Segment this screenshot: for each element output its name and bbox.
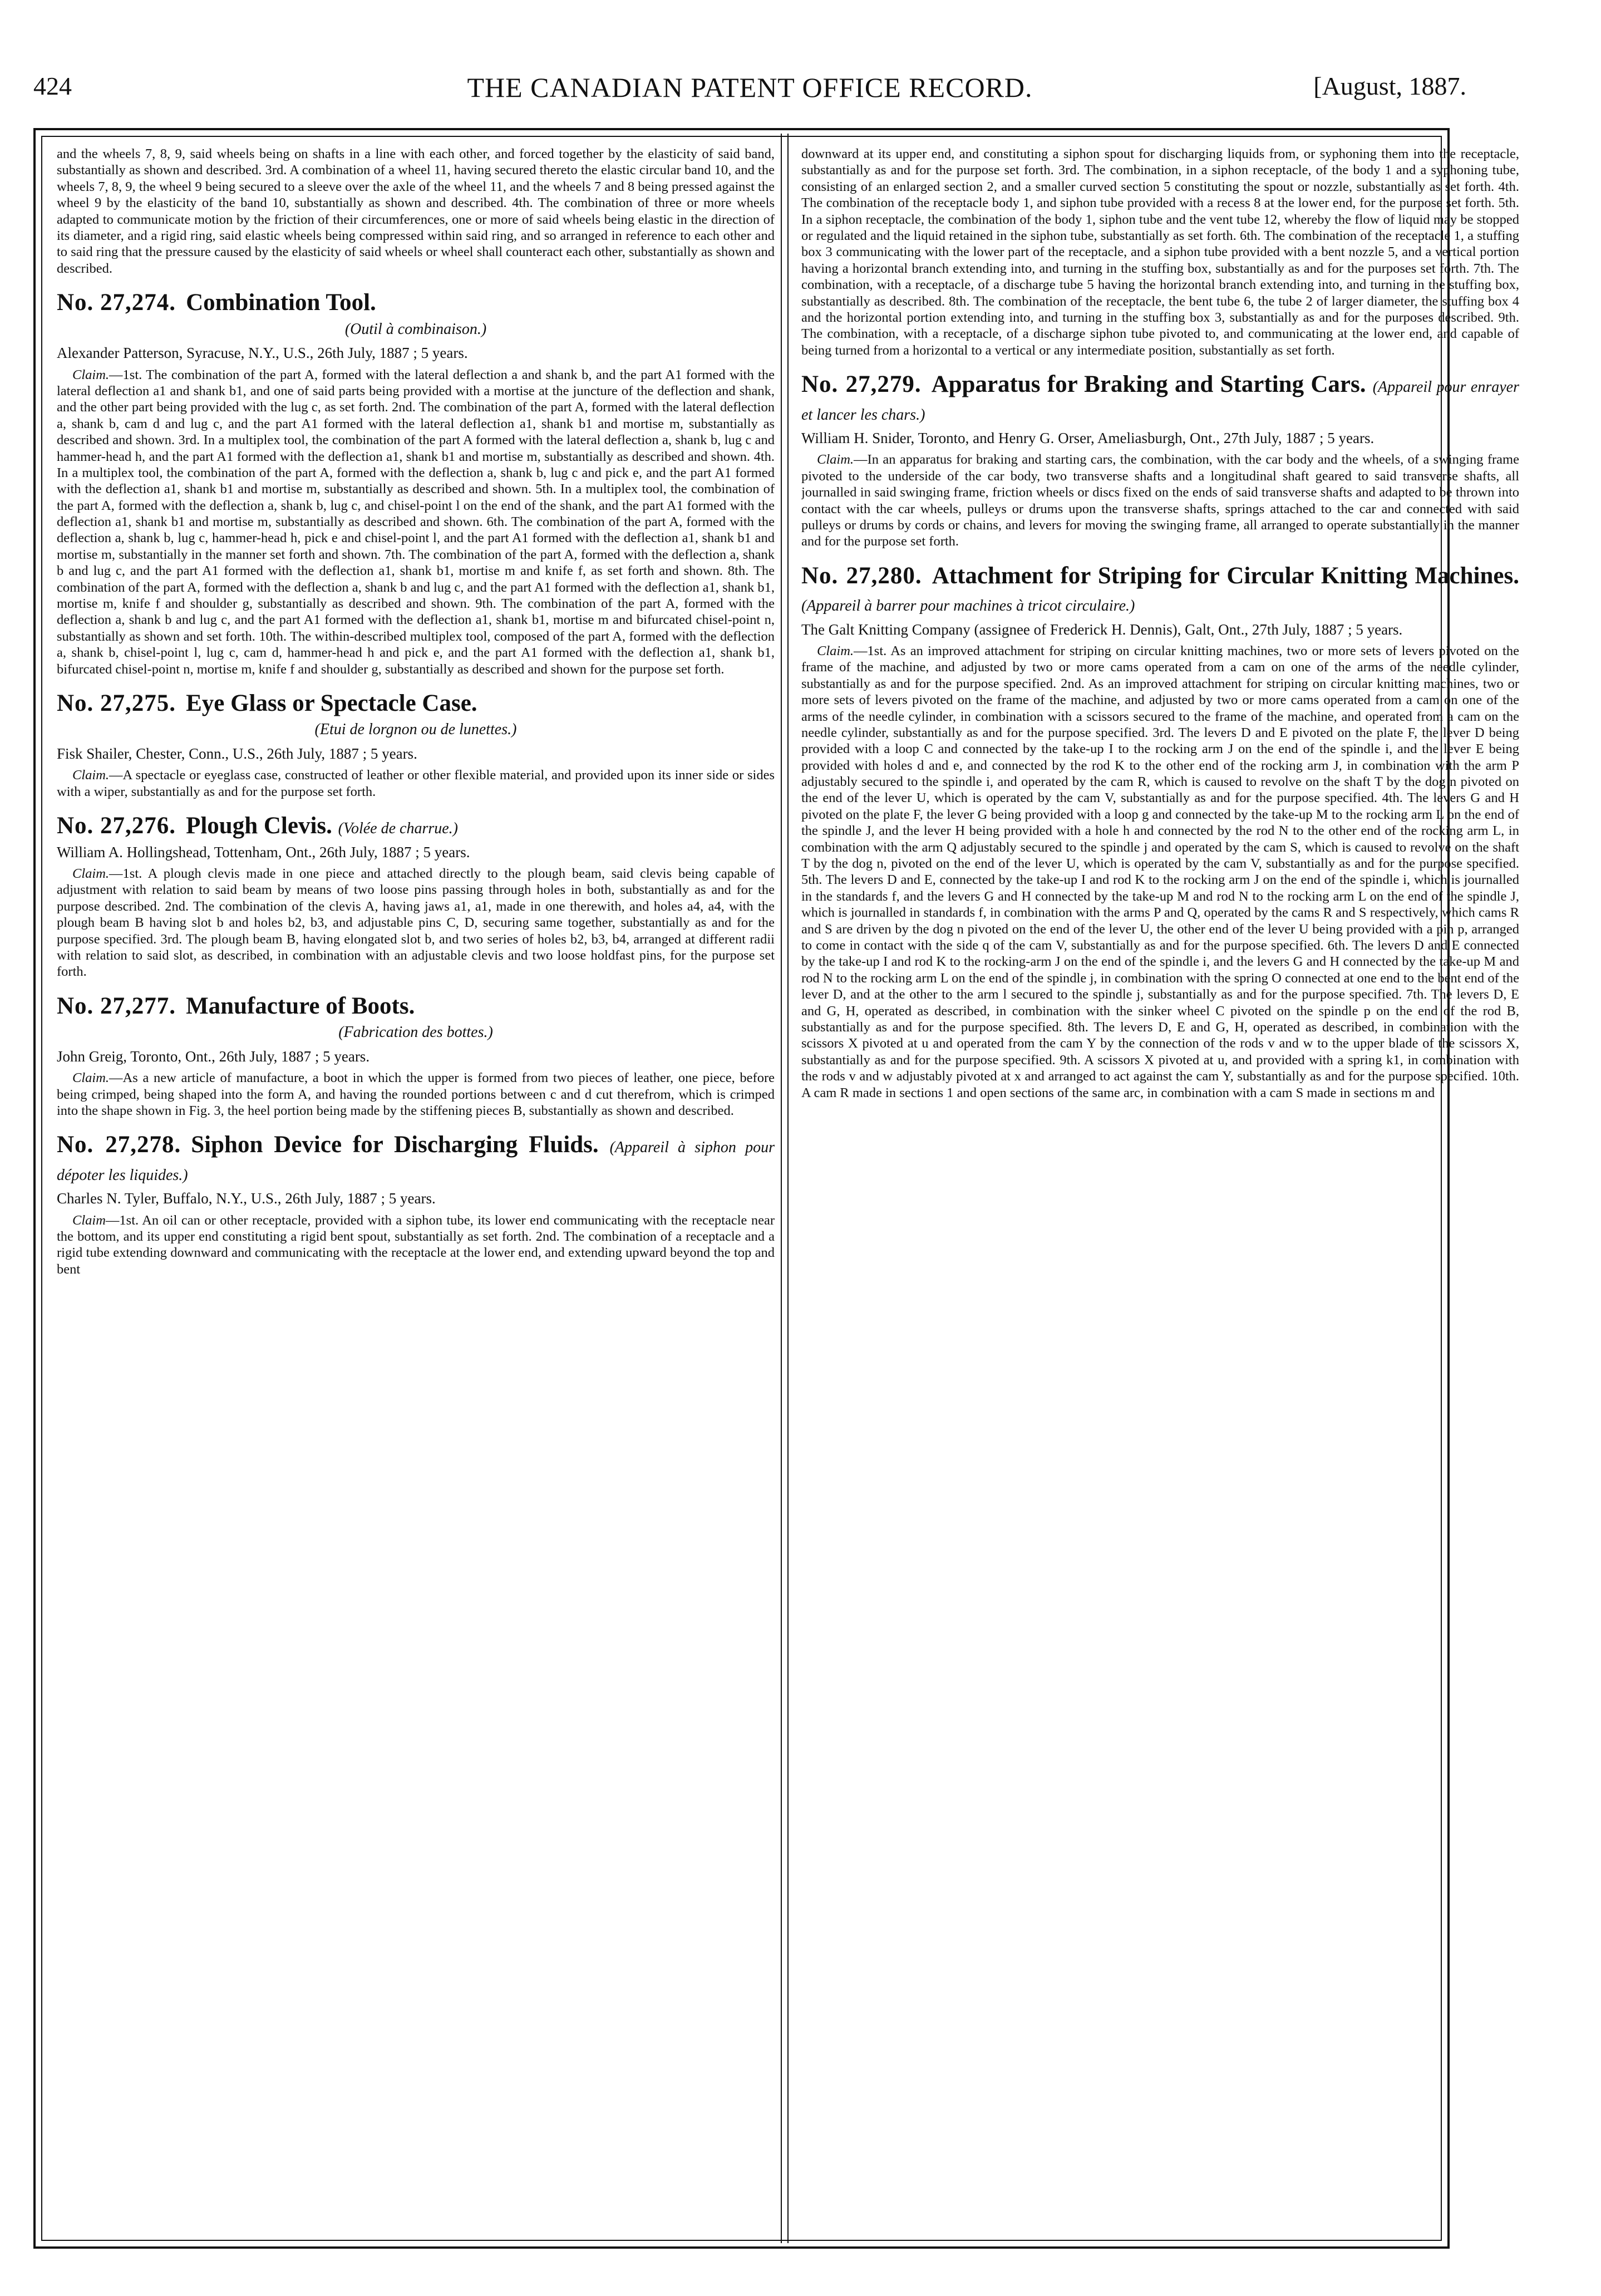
continued-claims: and the wheels 7, 8, 9, said wheels being on shafts in a line with each other, and forced together by the elasticity of said band, substantially as shown and described. 3rd. A combination of a wheel 11, having secured thereto the elastic circular band 10, and the wheels 7, 8, 9, the wheel 9 being secured to a sleeve over the axle of the wheel 11, and the wheels 7 and 8 being pressed against the wheel 9 by the elasticity of the band 10, substantially as shown and described. 4th. The combination of three or more wheels adapted to communicate motion by the friction of their circumferences, one or more of said wheels being elastic in the direction of its diameter, and a rigid ring, said elastic wheels being compressed within said ring, and so arranged in reference to each other and to said ring that the pressure caused by the elasticity of said wheels or wheel shall counteract each other, substantially as shown and described. <box>57 146 775 276</box>
page-header <box>33 71 1466 116</box>
inventor-line: John Greig, Toronto, Ont., 26th July, 1887 ; 5 years. <box>57 1048 370 1065</box>
patent-heading <box>57 1131 775 1186</box>
inventor-line: William A. Hollingshead, Tottenham, Ont., 26th July, 1887 ; 5 years. <box>57 843 470 861</box>
claim-body: —1st. An oil can or other receptacle, provided with a siphon tube, its lower end communicating with the receptacle near the bottom, and its upper end constituting a rigid bent spout, substantially as set forth. 2nd. The combination of a receptacle and a rigid tube extending downward and communicating with the receptacle at the lower end, and extending upward beyond the top and bent <box>57 1212 775 1277</box>
patent-entry <box>57 992 775 1119</box>
patent-entry <box>57 812 775 980</box>
claim-text <box>57 367 775 677</box>
claim-body: —1st. The combination of the part A, formed with the lateral deflection a and shank b, and the part A1 formed with the lateral deflection a1 and shank b1, and one of said parts being provided with a mortise at the juncture of the deflection and shank, and the other part being provided with the lug c, as set forth. 2nd. The combination of the part A, formed with the lateral deflection a, shank b, cam d and lug c, and the part A1 formed with the lateral deflection a1, shank b1 and mortise m, substantially as described and shown. 3rd. In a multiplex tool, the combination of the part A formed with the lateral deflection a, shank b, lug c and hammer-head h, and the part A1 formed with the deflection a1, shank b1 and mortise m, substantially as described and shown. 4th. In a multiplex tool, the combination of the part A, formed with the deflection a, shank b, lug c and pick e, and the part A1 formed with the deflection a1, shank b1 and mortise m, substantially as described and shown. 5th. In a multiplex tool, the combination of the part A, formed with the deflection a, shank b, lug c, and chisel-point l on the end of the shank, and the part A1 formed with the deflection a1, shank b1 and mortise m, substantially as described and shown. 6th. The combination of the part A, formed with the deflection a, shank b, lug c, hammer-head h, pick e and chisel-point l, and the part A1 formed with the deflection a1, shank b1 and mortise m, substantially in the manner set forth and shown. 7th. The combination of the part A, formed with the deflection a, shank b and lug c, and the part A1 formed with the deflection a1, shank b1, mortise m and knife f, as set forth and shown. 8th. The combination of the part A, formed with the deflection a, shank b and lug c, and the part A1 formed with the deflection a1, shank b1, mortise m, knife f and shoulder g, substantially as described and shown. 9th. The combination of the part A, formed with the deflection a, shank b and lug c, and the part A1 formed with the deflection a1, shank b1, mortise m and bifurcated chisel-point n, substantially as shown and set forth. 10th. The within-described multiplex tool, composed of the part A, formed with the deflection a, shank b, chisel-point l, lug c, cam d, hammer-head h and pick e, and the part A1 formed with the deflection a1, shank b1, bifurcated chisel-point n, mortise m, knife f and shoulder g, substantially as described and shown for the purpose set forth. <box>57 367 775 677</box>
continued-claims: downward at its upper end, and constituting a siphon spout for discharging liquids from, or syphoning them into the receptacle, substantially as and for the purpose set forth. 3rd. The combination, in a siphon receptacle, of the body 1 and a syphoning tube, consisting of an enlarged section 2, and a smaller curved section 5 constituting the spout or nozzle, substantially as set forth. 4th. The combination of the receptacle body 1, and siphon tube provided with a recess 8 at the lower end, for the purpose set forth. 5th. In a siphon receptacle, the combination of the body 1, siphon tube and the vent tube 12, whereby the flow of liquid may be stopped or regulated and the liquid retained in the siphon tube, substantially as set forth. 6th. The combination of the receptacle 1, a stuffing box 3 communicating with the lower part of the receptacle, and a siphon tube provided with a bent nozzle 5, and a vertical portion having a horizontal branch extending into, and turning in the stuffing box, substantially as and for the purposes set forth. 7th. The combination, with a receptacle, of a discharge tube 5 having the horizontal branch extending into, and turning in the stuffing box, substantially as described. 8th. The combination of the receptacle, the bent tube 6, the tube 2 of larger diameter, the stuffing box 4 and the horizontal portion extending into, and turning in the stuffing box 3, substantially as and for the purposes described. 9th. The combination, with a receptacle, of a discharge siphon tube pivoted to, and communicating at the lower end, and capable of being turned from a horizontal to a vertical or any intermediate position, substantially as set forth. <box>801 146 1519 358</box>
french-title: (Outil à combinaison.) <box>344 320 487 338</box>
column-divider <box>781 134 789 2243</box>
claim-text <box>57 1070 775 1119</box>
claim-body: —In an apparatus for braking and starting cars, the combination, with the car body and the wheels, of a swinging frame pivoted to the underside of the car body, two transverse shafts and a longitudinal shaft geared to said transverse shafts, all journalled in said swinging frame, friction wheels or discs fixed on the ends of said transverse shafts and adapted to be thrown into contact with the car wheels, pulleys or drums upon the transverse shafts, springs attached to the car and connected with said pulleys or drums by cords or chains, and levers for moving the swinging frame, all arranged to operate substantially in the manner and for the purpose set forth. <box>801 452 1519 549</box>
patent-entry <box>801 371 1519 550</box>
patent-number: No. 27,277. <box>57 992 176 1019</box>
patent-heading <box>801 371 1519 426</box>
patent-title: Plough Clevis. <box>186 813 332 839</box>
claim-label: Claim. <box>72 768 110 783</box>
french-title: (Appareil à siphon pour dépoter les liquides.) <box>57 1139 775 1184</box>
patent-number: No. 27,275. <box>57 690 176 716</box>
patent-title: Manufacture of Boots. <box>186 992 415 1019</box>
patent-heading <box>57 812 775 839</box>
inventor-line: Charles N. Tyler, Buffalo, N.Y., U.S., 26th July, 1887 ; 5 years. <box>57 1190 436 1207</box>
french-title: (Appareil à barrer pour machines à tricot circulaire.) <box>801 597 1135 615</box>
patent-heading <box>57 289 775 316</box>
claim-label: Claim. <box>817 643 854 658</box>
french-title: (Volée de charrue.) <box>338 820 458 838</box>
claim-label: Claim. <box>72 866 110 881</box>
claim-label: Claim. <box>817 452 854 468</box>
patent-entry <box>57 690 775 800</box>
patent-number: No. 27,276. <box>57 813 176 839</box>
left-column <box>57 146 775 2239</box>
claim-body: —1st. As an improved attachment for striping on circular knitting machines, two or more sets of levers pivoted on the frame of the machine, and adjusted by two or more cams operated from a cam on one of the arms of the needle cylinder, substantially as and for the purpose specified. 2nd. As an improved attachment for striping on circular knitting machines, two or more sets of levers pivoted on the frame of the machine, and adjusted by two or more cams operated from a cam on one of the arms of the needle cylinder, in combination with a scissors secured to the frame of the machine, and operated from a cam on the needle cylinder, substantially as and for the purpose specified. 3rd. The levers D and E pivoted on the plate F, the lever D being provided with a loop C and connected by the take-up I to the rocking arm J on the end of the spindle i, and the lever E being provided with holes d and e, and connected by the rod K to the other end of the rocking arm J, in combination with the arm P adjustably secured to the spindle i, and operated by the cam R, which is caused to revolve on the shaft T by the dog n pivoted on the end of the lever U, which is operated by the cam V, substantially as and for the purpose specified. 4th. The levers G and H pivoted on the plate F, the lever G being provided with a loop g and connected by the take-up M to the rocking arm L on the end of the spindle J, and the lever H being provided with a hole h and connected by the rod N to the other end of the rocking arm L, in combination with the arm Q adjustably secured to the spindle j and operated by the cam S, which is caused to revolve on the shaft T by the dog n, pivoted on the end of the lever U, which is operated by the cam V, substantially as and for the purpose specified. 5th. The levers D and E, connected by the take-up I and rod K to the rocking arm J on the end of the spindle i, which is journalled in the standards f, and the levers G and H connected by the take-up M and rod N to the rocking arm L on the end of the spindle J, which is journalled in standards f, in combination with the arms P and Q, operated by the cams R and S respectively, which cams R and S are driven by the dog n pivoted on the end of the lever U, the other end of the lever U being provided with a pin p, arranged to come in contact with the side q of the cam V, substantially as and for the purpose specified. 6th. The levers D and E connected by the take-up I and rod K to the rocking-arm J on the end of the spindle i, and the levers G and H connected by the take-up M and rod N to the rocking arm L on the end of the spindle j, in combination with the spring O connected at one end to the bent end of the lever D, and at the other to the arm l secured to the spindle j, substantially as and for the purpose specified. 7th. The levers D, E and G, H, operated as described, in combination with the sinker wheel C pivoted on the spindle p on the end of the rod B, substantially as and for the purpose specified. 8th. The levers D, E and G, H, operated as described, in combination with the scissors X pivoted at u and operated from the cam Y by the connection of the rods v and w to the upper blade of the scissors X, substantially as and for the purpose specified. 9th. A scissors X pivoted at u, and provided with a spring k1, in combination with the rods v and w adjustably pivoted at x and arranged to act against the cam Y, substantially as and for the purpose specified. 10th. A cam R made in sections 1 and open sections of the same arc, in combination with a cam S made in sections m and <box>801 643 1519 1100</box>
claim-text <box>801 451 1519 549</box>
french-title: (Appareil pour enrayer et lancer les chars.) <box>801 378 1519 424</box>
french-title: (Etui de lorgnon ou de lunettes.) <box>314 721 517 739</box>
patent-heading <box>57 992 775 1020</box>
patent-title: Apparatus for Braking and Starting Cars. <box>931 371 1366 398</box>
french-title: (Fabrication des bottes.) <box>338 1024 493 1041</box>
claim-body: —1st. A plough clevis made in one piece and attached directly to the plough beam, said clevis being capable of adjustment with relation to said beam by means of two loose pins passing through holes in both, substantially as and for the purpose described. 2nd. The combination of the clevis A, having jaws a1, a1, made in one therewith, and holes a4, a4, with the plough beam B having slot b and holes b2, b3, and adjustable pins C, D, securing same together, substantially as and for the purpose specified. 3rd. The plough beam B, having elongated slot b, and two series of holes b2, b3, b4, arranged at different radii with relation to said slot, as described, in combination with an adjustable clevis and two loose holdfast pins, for the purpose set forth. <box>57 866 775 980</box>
inventor-line: William H. Snider, Toronto, and Henry G. Orser, Ameliasburgh, Ont., 27th July, 1887 ; 5 years. <box>801 429 1375 446</box>
claim-label: Claim. <box>72 1070 110 1086</box>
patent-title: Attachment for Striping for Circular Knitting Machines. <box>932 562 1519 589</box>
patent-number: No. 27,279. <box>801 371 922 398</box>
patent-entry <box>57 1131 775 1277</box>
patent-heading <box>57 690 775 717</box>
claim-label: Claim. <box>72 367 110 382</box>
patent-entry <box>57 289 775 677</box>
claim-text <box>57 767 775 800</box>
patent-title: Eye Glass or Spectacle Case. <box>186 690 477 716</box>
page-number: 424 <box>33 72 72 100</box>
claim-text <box>57 866 775 980</box>
patent-entry <box>801 562 1519 1101</box>
claim-text <box>57 1212 775 1278</box>
journal-title: THE CANADIAN PATENT OFFICE RECORD. <box>467 72 1033 103</box>
claim-text <box>801 643 1519 1101</box>
inventor-line: Fisk Shailer, Chester, Conn., U.S., 26th July, 1887 ; 5 years. <box>57 745 417 762</box>
patent-number: No. 27,274. <box>57 289 176 316</box>
claim-body: —As a new article of manufacture, a boot in which the upper is formed from two pieces of leather, one piece, before being crimped, being shaped into the form A, and having the rounded portions between c and d cut therefrom, which is crimped into the shape shown in Fig. 3, the heel portion being made by the stiffening pieces B, substantially as shown and described. <box>57 1070 775 1118</box>
issue-date: [August, 1887. <box>1313 72 1466 100</box>
claim-body: —A spectacle or eyeglass case, constructed of leather or other flexible material, and provided upon its inner side or sides with a wiper, substantially as and for the purpose set forth. <box>57 768 775 799</box>
patent-number: No. 27,278. <box>57 1132 181 1158</box>
patent-title: Combination Tool. <box>186 289 376 316</box>
claim-label: Claim <box>72 1212 106 1228</box>
patent-heading <box>801 562 1519 617</box>
inventor-line: The Galt Knitting Company (assignee of Frederick H. Dennis), Galt, Ont., 27th July, 1887 ; 5 years. <box>801 621 1403 638</box>
patent-number: No. 27,280. <box>801 562 922 589</box>
inventor-line: Alexander Patterson, Syracuse, N.Y., U.S., 26th July, 1887 ; 5 years. <box>57 345 468 362</box>
right-column <box>801 146 1519 2239</box>
patent-title: Siphon Device for Discharging Fluids. <box>191 1132 599 1158</box>
